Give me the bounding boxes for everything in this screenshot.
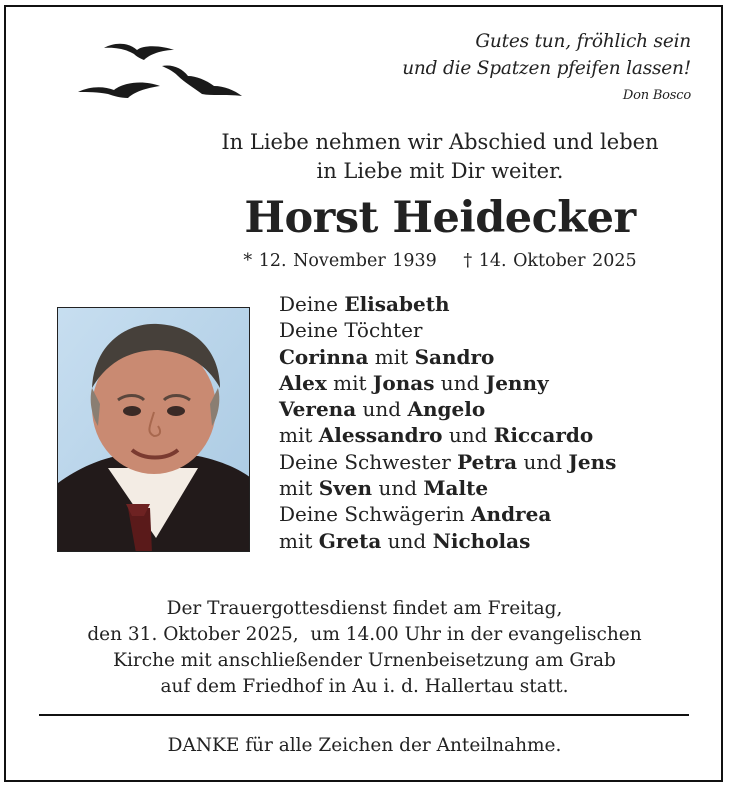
family-text: Deine [279,292,345,316]
quote-author: Don Bosco [622,88,691,103]
service-line-3: Kirche mit anschließender Urnenbeisetzung am Grab [113,650,616,671]
thanks-text: DANKE für alle Zeichen der Anteilnahme. [167,735,562,756]
intro-line-1: In Liebe nehmen wir Abschied und leben [221,130,659,154]
family-member-name: Verena [279,397,357,422]
family-text: mit [368,344,415,369]
family-line [279,449,616,475]
birds-icon [74,36,246,106]
family-text: Deine Töchter [279,318,423,343]
family-line [279,370,616,396]
family-member-name: Elisabeth [344,292,450,316]
portrait-photo [57,307,250,552]
quote-block [402,28,691,106]
service-line-2: den 31. Oktober 2025, um 14.00 Uhr in der evangelischen [87,624,642,645]
family-line [279,501,616,527]
family-line [279,317,616,343]
family-member-name: Angelo [407,397,486,422]
intro-text [160,128,720,186]
family-member-name: Jens [568,449,617,474]
family-list [279,291,616,554]
death-date: † 14. Oktober 2025 [463,251,637,271]
family-member-name: Malte [423,476,489,501]
family-text: mit [326,370,373,395]
family-text: und [356,397,408,422]
life-dates [160,248,720,274]
family-text: mit [279,528,319,553]
family-line [279,291,616,317]
family-member-name: Riccardo [493,423,594,448]
service-line-1: Der Trauergottesdienst findet am Freitag, [166,598,563,619]
family-text: und [372,476,424,501]
family-text: Deine Schwester [279,449,458,474]
quote-line-1: Gutes tun, fröhlich sein [475,31,691,52]
funeral-service-info [30,596,699,700]
family-text: und [517,449,569,474]
family-text: und [434,370,486,395]
family-line [279,396,616,422]
family-member-name: Greta [318,528,382,553]
family-member-name: Alex [279,370,327,395]
family-line [279,344,616,370]
family-member-name: Andrea [471,502,552,527]
family-member-name: Jenny [485,370,549,395]
birth-date: * 12. November 1939 [243,251,437,271]
family-text: mit [279,423,319,448]
family-member-name: Sandro [414,344,495,369]
family-member-name: Petra [457,449,518,474]
quote-line-2: und die Spatzen pfeifen lassen! [402,58,691,79]
family-line [279,422,616,448]
family-text: und [381,528,433,553]
family-text: mit [279,476,319,501]
family-member-name: Jonas [372,370,435,395]
family-text: und [442,423,494,448]
family-member-name: Alessandro [318,423,443,448]
family-member-name: Nicholas [432,528,531,553]
family-line [279,528,616,554]
family-text: Deine Schwägerin [279,502,472,527]
family-member-name: Sven [318,476,373,501]
deceased-name: Horst Heidecker [244,193,636,243]
intro-line-2: in Liebe mit Dir weiter. [316,159,564,183]
service-line-4: auf dem Friedhof in Au i. d. Hallertau statt. [160,676,569,697]
divider [39,714,689,716]
family-line [279,475,616,501]
family-member-name: Corinna [279,344,369,369]
